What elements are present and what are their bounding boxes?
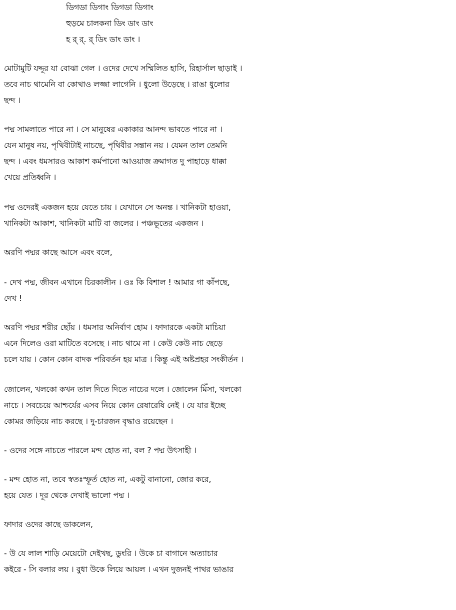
text-line: নাচে । সবচেয়ে আশ্চর্যের এসব নিয়ে কোন রেষারেষি নেই । যে যার ইচ্ছে [4,401,226,410]
text-line: খেয়ে প্রতিধ্বনি । [4,173,57,182]
text-line: কোমর জড়িয়ে নাচ করছে । দু-চারজন বৃদ্ধাও রয়েছেন । [4,417,174,426]
text-line: খানিকটা আকাশ, খানিকটা মাটি বা জলের । পঞ্চভূতের একজন । [4,219,204,228]
text-line: - ওদের সঙ্গে নাচতে পারলে মন্দ হোত না, বল ? পদ্ম উৎসাহী । [4,446,197,455]
text-line: - দেখ পদ্ম, জীবন এখানে চিরকালীন । ওঃ কি বিশাল ! আমার গা কাঁপছে, [4,278,230,287]
text-line: পদ্ম ওদেরই একজন হয়ে যেতে চায় । যেখানে সে অনন্ত । খানিকটা হাওয়া, [4,203,231,212]
text-line: হয়ে যেত । দূর থেকে দেখাই ভালো পদ্ম । [4,491,130,500]
verse-line: হুড়মে চালকনা ডিং ডাং ডাং [66,19,154,28]
text-line: - মন্দ হোত না, তবে স্বতঃস্ফূর্ত হোত না, একটু বানানো, জোর করে, [4,475,212,484]
paragraph [4,122,456,186]
paragraph [4,320,456,368]
text-line: অরণি পদ্মর শরীর ছোঁয় । ধমসার অনির্বাণ হোম । ফাদারকে একটা মাচিয়া [4,323,226,332]
dialogue-paragraph [4,275,456,307]
text-line: চলে যায় । কোন কোন বাদক পরিবর্তন হয় মাত্র । কিন্তু এই অষ্টপ্রহর সংকীর্তন । [4,355,244,364]
paragraph [4,517,456,533]
text-line: এনে দিলেও ওরা মাটিতে বসেছে । নাচ থামে না । কেউ কেউ নাচ ছেড়ে [4,339,223,348]
text-line: জোলেন, খলকো কখন তাল দিতে দিতে নাচের দলে । জোলেন মিঁসা, খলকো [4,385,242,394]
text-line: অরণি পদ্মর কাছে আসে এবং বলে, [4,248,113,257]
text-line: ফাদার ওদের কাছে ডাকলেন, [4,520,93,529]
paragraph [4,200,456,232]
text-line: যেন মানুষ নয়, পৃথিবীটাই নাচছে, পৃথিবীর সন্তান নয় । যেমন তাল তেমনি [4,141,228,150]
text-line: ছন্দ । [4,96,21,105]
dialogue-paragraph [4,472,456,504]
text-line: দেখ ! [4,294,23,303]
song-verse [66,0,456,48]
paragraph [4,245,456,261]
text-line: পদ্ম সামলাতে পারে না । সে মানুষের একাকার আনন্দ ভাবতে পারে না । [4,125,223,134]
verse-line: হ র্‌ র্‌. র্‌ ডিং ডাং ডাং । [66,35,141,44]
text-line: ছন্দ । এবং ধমসারও আকাশ কর্মপানো আওয়াজ ক্রমাগত দু পাহাড়ে ধাক্কা [4,157,227,166]
text-line: - উ যে লাল শাড়ি মেয়েটো দেইখছ, ডুংরি । উকে চা বাগানে অত্যাচার [4,549,218,558]
dialogue-paragraph [4,443,456,459]
paragraph [4,61,456,109]
paragraph [4,382,456,430]
text-line: মোটামুটি যদ্দূর যা বোঝা গেল । ওদের দেখে সম্মিলিত হাসি, রিহার্সাল ছাড়াই । [4,64,243,73]
text-line: কইরে - সি বলার লয় । বুধা উকে লিয়ে আয়ল । এখন দুজনই পাথর ভাঙার [4,565,234,574]
text-line: তবে নাচ থামেনি বা কোথাও লজ্জা লাগেনি । ধুলো উড়েছে । রাঙা ধুলোর [4,80,230,89]
dialogue-paragraph [4,546,456,578]
verse-line: ডিগডা ডিগাং ডিগডা ডিগাং [66,3,154,12]
